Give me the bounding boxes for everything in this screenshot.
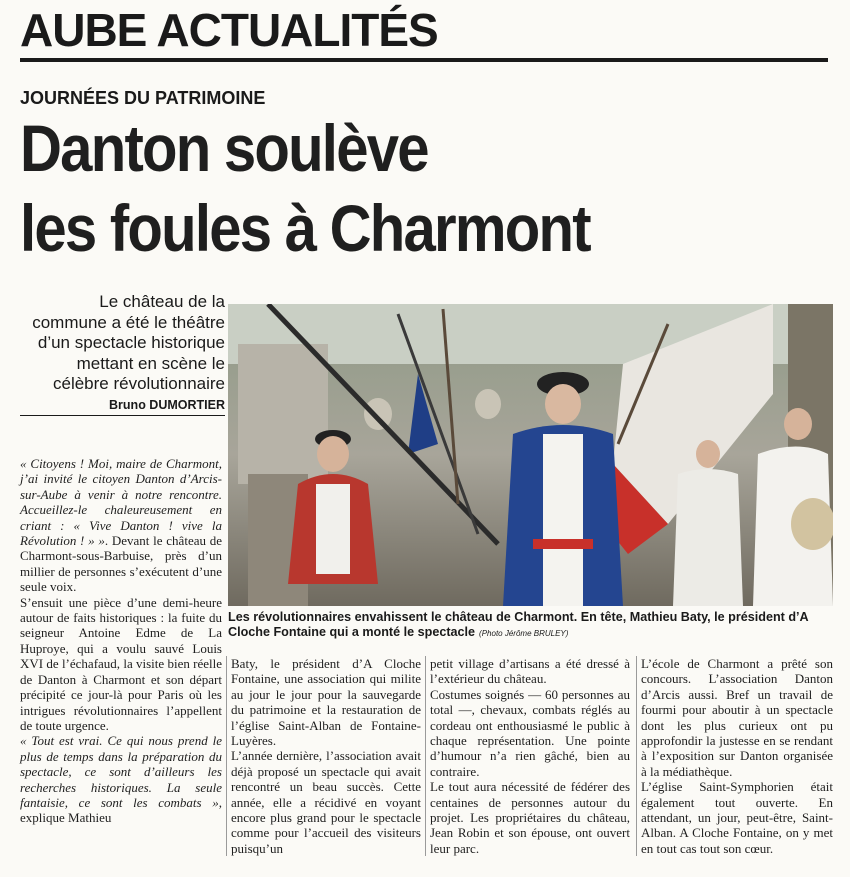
paragraph: Baty, le président d’A Cloche Fontaine, une association qui milite au jour le jour pour la sauvegarde du patrimoine et la restauration de l’église Saint-Alban de Fontaine-Luyères.: [231, 656, 421, 749]
paragraph: Le tout aura nécessité de fédérer des centaines de personnes autour du projet. Les propriétaires du château, Jean Robin et son épouse, ont ouvert leur parc.: [430, 779, 630, 856]
paragraph-3-rest: , explique Mathieu: [20, 794, 222, 826]
paragraph: L’année dernière, l’association avait déjà proposé un spectacle qui avait rencontré un beau succès. Cette année, elle a récidivé en voyant encore plus grand pour le spectacle comme pour l’accueil des visiteurs puisqu’un: [231, 748, 421, 856]
headline-line-2: les foules à Charmont: [20, 191, 590, 265]
byline-divider: [20, 415, 225, 416]
rubric-divider: [20, 58, 828, 62]
article-column-1: [20, 456, 222, 826]
column-divider: [425, 656, 426, 856]
opening-quote: « Citoyens ! Moi, maire de Charmont, j’ai invité le citoyen Danton d’Arcis-sur-Aube à venir à notre rencontre. Accueillez-le chaleureusement en criant : « Vive Danton ! vive la Révolution ! » »: [20, 456, 222, 549]
paragraph-2: S’ensuit une pièce d’une demi-heure autour de faits historiques : la fuite du seigneur Antoine Edme de La Huproye, qui a voulu sauvé Louis XVI de l’échafaud, la visite bien réelle de Danton à Charmont et son départ précipité ce jour-là pour Paris où les intrigues révolutionnaires l’appellent de toute urgence.: [20, 594, 222, 733]
article-byline: Bruno DUMORTIER: [109, 398, 225, 412]
article-column-3: [430, 656, 630, 856]
paragraph-1-rest: . Devant le château de Charmont-sous-Barbuise, près d’un millier de personnes s’exécutent d’une seule voix.: [20, 533, 222, 595]
column-divider: [636, 656, 637, 856]
article-column-4: [641, 656, 833, 856]
paragraph: petit village d’artisans a été dressé à l’extérieur du château.: [430, 656, 630, 687]
paragraph: L’école de Charmont a prêté son concours. L’association Danton d’Arcis aussi. Bref un travail de fourmi pour aboutir à un spectacle dont les plus curieux ont pu approfondir la justesse en se rendant à l’exposition sur Danton organisée à la médiathèque.: [641, 656, 833, 779]
paragraph-3: [20, 733, 222, 825]
photo-credit: (Photo Jérôme BRULEY): [479, 629, 569, 638]
article-headline: [20, 108, 590, 268]
caption-text: Les révolutionnaires envahissent le château de Charmont. En tête, Mathieu Baty, le président d’A Cloche Fontaine qui a monté le spectacle: [228, 610, 809, 639]
article-standfirst: Le château de la commune a été le théâtre d’un spectacle historique mettant en scène le célèbre révolutionnaire: [32, 292, 225, 393]
paragraph: L’église Saint-Symphorien était également tout ouverte. En attendant, un jour, peut-être, Saint-Alban. A Cloche Fontaine, on y met en tout cas tout son cœur.: [641, 779, 833, 856]
section-rubric: AUBE ACTUALITÉS: [20, 4, 438, 56]
second-quote: « Tout est vrai. Ce qui nous prend le plus de temps dans la préparation du spectacle, ce sont d’ailleurs les recherches historiques. La seule fantaisie, ce sont les combats »: [20, 733, 222, 810]
column-divider: [226, 656, 227, 856]
article-photo: [228, 304, 833, 606]
paragraph: Costumes soignés — 60 personnes au total —, chevaux, combats réglés au cordeau ont enthousiasmé le public à chaque représentation. Une pointe d’humour n’a rien gâché, bien au contraire.: [430, 686, 630, 779]
photo-caption: [228, 610, 833, 641]
paragraph-1: [20, 456, 222, 595]
article-column-2: [231, 656, 421, 856]
article-kicker: JOURNÉES DU PATRIMOINE: [20, 88, 266, 108]
headline-line-1: Danton soulève: [20, 111, 428, 185]
photo-illustration: [228, 304, 833, 606]
